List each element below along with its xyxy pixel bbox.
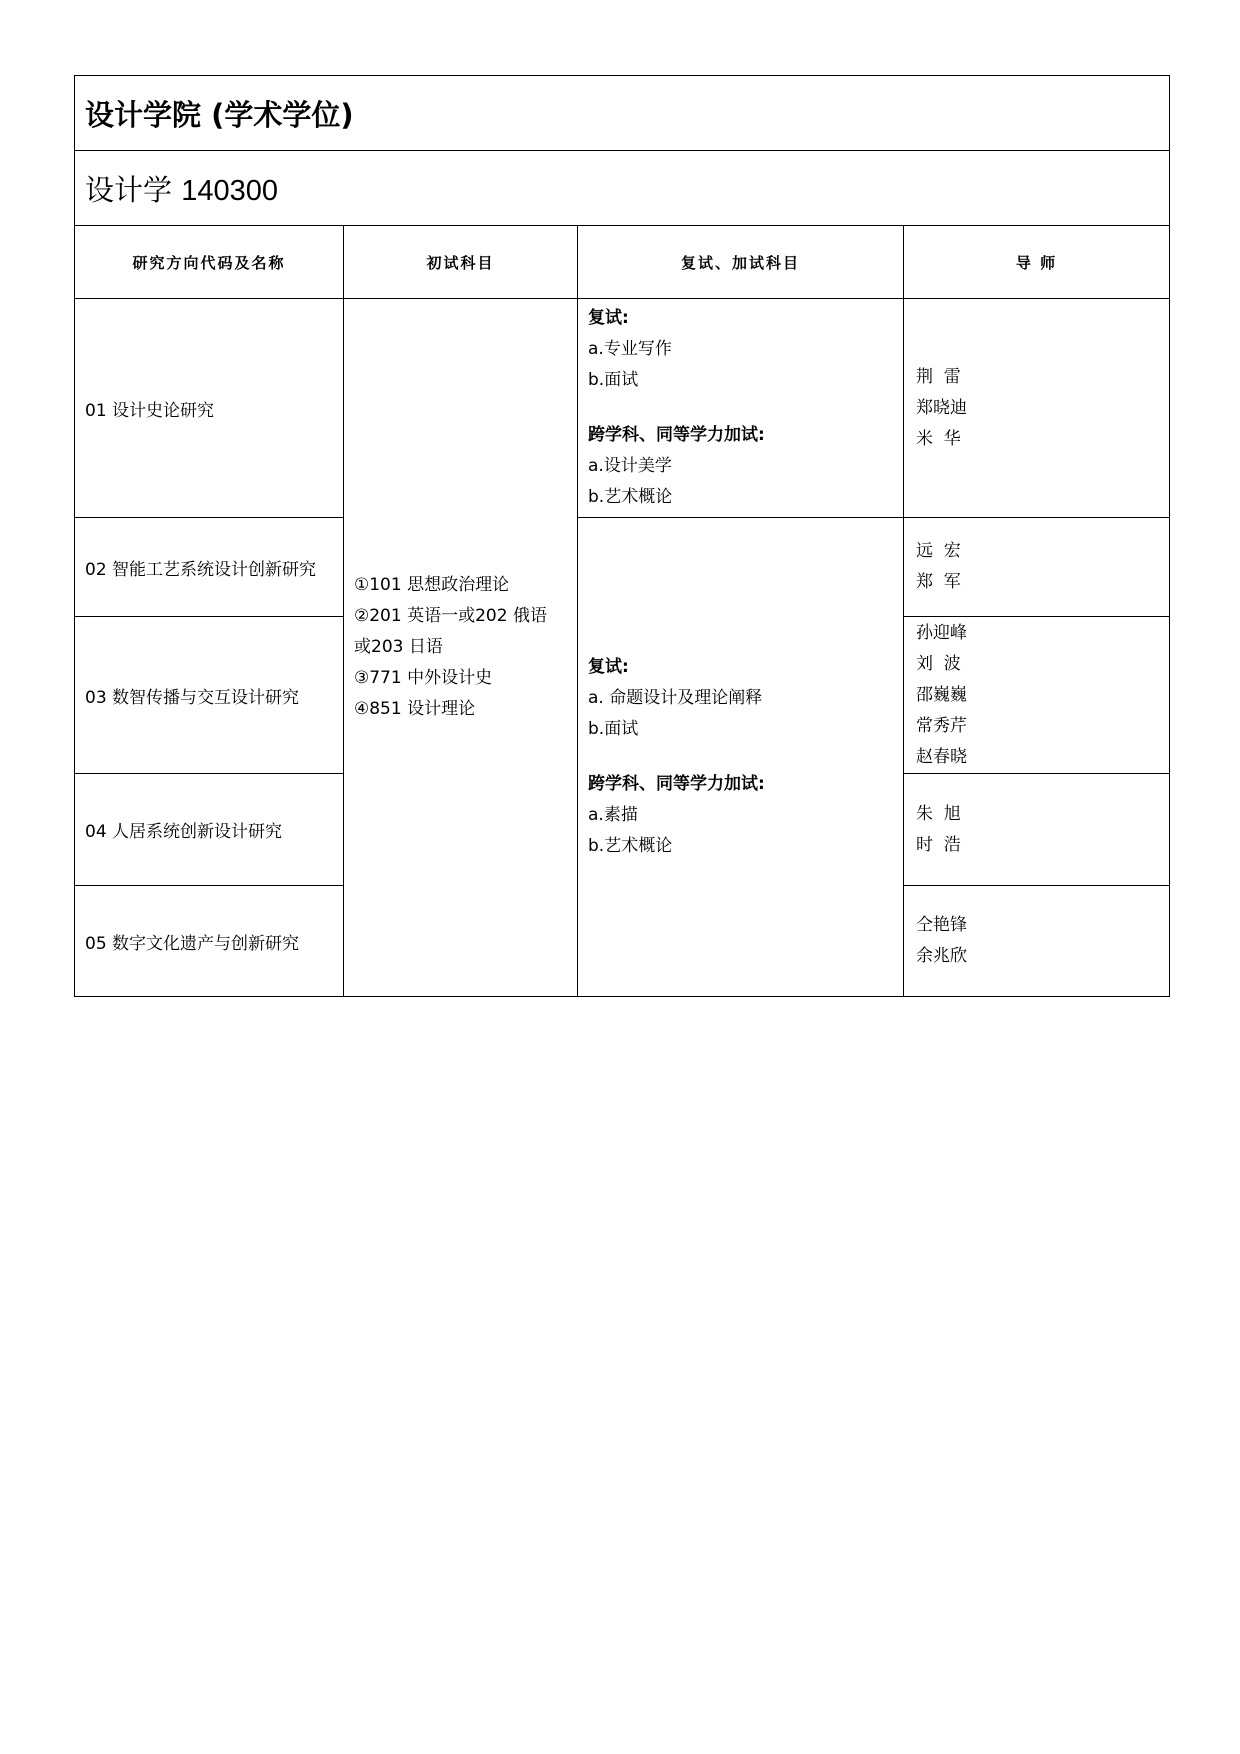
retest-group-1 (578, 299, 904, 518)
tutor-name: 孙迎峰 (916, 622, 967, 643)
tutor-name: 朱 旭 (916, 803, 961, 824)
direction-name: 03 数智传播与交互设计研究 (75, 617, 344, 774)
preliminary-item: ③771 中外设计史 (354, 668, 493, 688)
major-name: 设计学 (85, 172, 173, 207)
header-tutor: 导 师 (904, 226, 1170, 299)
header-preliminary: 初试科目 (344, 226, 578, 299)
preliminary-item: 或203 日语 (354, 637, 443, 657)
direction-name: 04 人居系统创新设计研究 (75, 774, 344, 886)
extra-exam-label: 跨学科、同等学力加试: (588, 425, 765, 445)
major-title (75, 151, 1170, 226)
tutor-name: 仝艳锋 (916, 915, 967, 935)
retest-label: 复试: (588, 308, 629, 328)
tutor-name: 邵巍巍 (916, 684, 967, 705)
major-code: 140300 (181, 174, 279, 207)
tutor-name: 赵春晓 (916, 746, 967, 767)
tutor-name: 刘 波 (916, 653, 961, 674)
preliminary-item: ①101 思想政治理论 (354, 575, 510, 595)
extra-exam-item: b.艺术概论 (588, 487, 673, 507)
direction-name: 02 智能工艺系统设计创新研究 (75, 518, 344, 617)
retest-label: 复试: (588, 657, 629, 677)
tutor-list (904, 518, 1170, 617)
table-row (75, 299, 1170, 518)
preliminary-item: ④851 设计理论 (354, 699, 476, 719)
preliminary-subjects (344, 299, 578, 997)
tutor-name: 郑晓迪 (916, 397, 967, 418)
tutor-list (904, 774, 1170, 886)
retest-item: a.专业写作 (588, 339, 672, 359)
table-row (75, 518, 1170, 617)
tutor-name: 郑 军 (916, 572, 961, 592)
preliminary-item: ②201 英语一或202 俄语 (354, 606, 547, 626)
extra-exam-item: a.素描 (588, 805, 638, 825)
retest-group-2 (578, 518, 904, 997)
tutor-name: 米 华 (916, 428, 961, 449)
direction-name: 01 设计史论研究 (75, 299, 344, 518)
tutor-name: 时 浩 (916, 834, 961, 855)
tutor-name: 常秀芹 (916, 715, 967, 736)
retest-item: a. 命题设计及理论阐释 (588, 688, 763, 708)
tutor-name: 余兆欣 (916, 946, 967, 966)
extra-exam-item: b.艺术概论 (588, 836, 673, 856)
header-direction: 研究方向代码及名称 (75, 226, 344, 299)
tutor-name: 远 宏 (916, 541, 961, 561)
extra-exam-label: 跨学科、同等学力加试: (588, 774, 765, 794)
extra-exam-item: a.设计美学 (588, 456, 672, 476)
retest-item: b.面试 (588, 719, 639, 739)
tutor-list (904, 299, 1170, 518)
direction-name: 05 数字文化遗产与创新研究 (75, 886, 344, 997)
enrollment-table (74, 75, 1170, 997)
school-title: 设计学院 (学术学位) (75, 76, 1170, 151)
retest-item: b.面试 (588, 370, 639, 390)
tutor-list (904, 886, 1170, 997)
tutor-name: 荆 雷 (916, 366, 961, 387)
tutor-list (904, 617, 1170, 774)
header-retest: 复试、加试科目 (578, 226, 904, 299)
